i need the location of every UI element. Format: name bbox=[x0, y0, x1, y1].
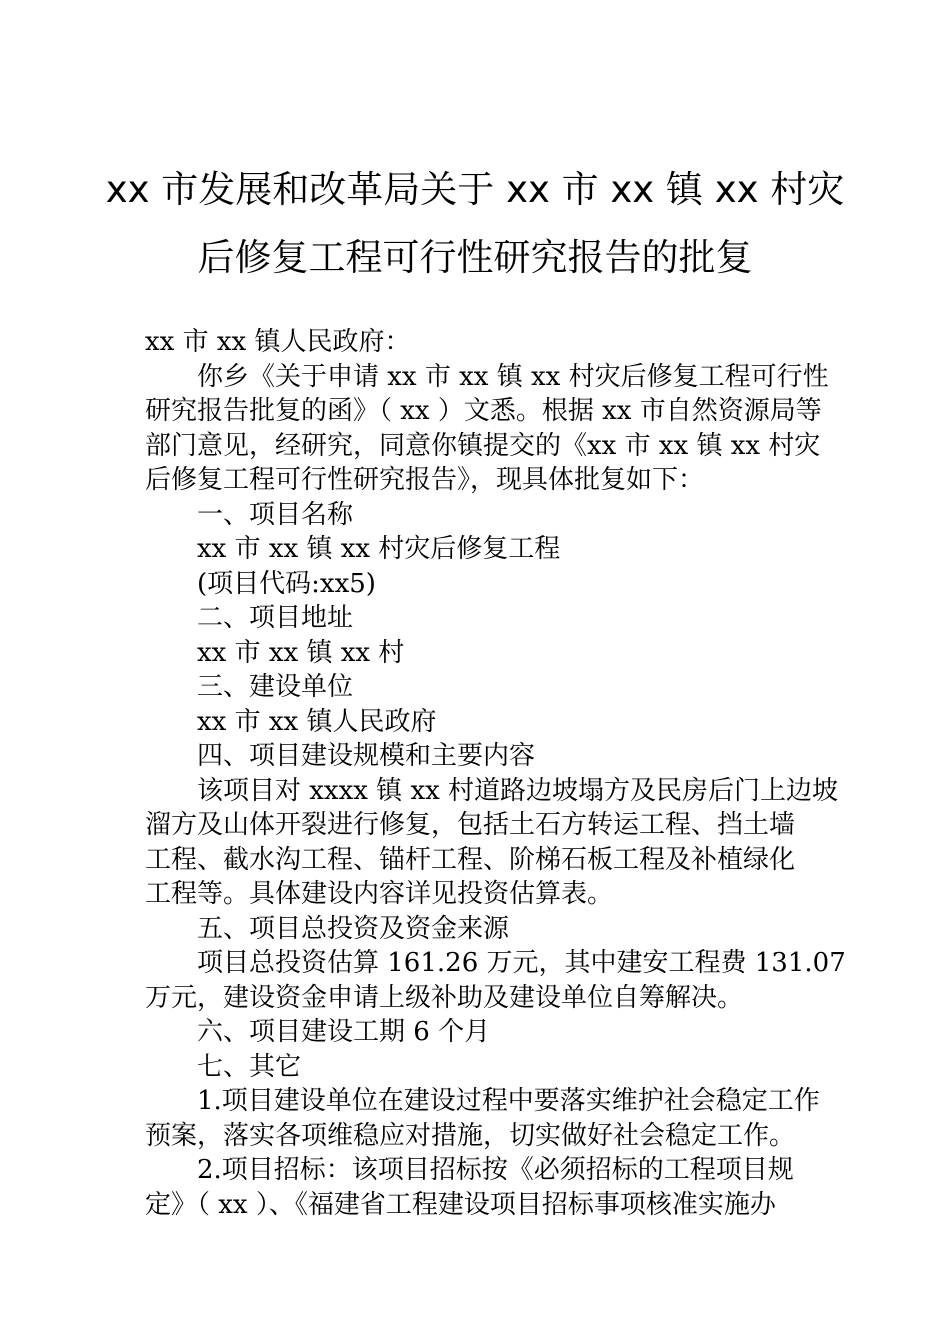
section-1-heading: 一、项目名称 bbox=[197, 499, 354, 530]
section-5-paragraph bbox=[145, 946, 846, 1015]
section-1-value: xx 市 xx 镇 xx 村灾后修复工程 bbox=[197, 534, 561, 564]
section-7-item-1-line: 预案，落实各项维稳应对措施，切实做好社会稳定工作。 bbox=[145, 1120, 796, 1151]
section-2-heading: 二、项目地址 bbox=[197, 603, 354, 633]
intro-line: 后修复工程可行性研究报告》，现具体批复如下： bbox=[145, 465, 705, 495]
section-7-item-1 bbox=[145, 1084, 820, 1153]
document-title-line-1: xx 市发展和改革局关于 xx 市 xx 镇 xx 村灾 bbox=[105, 168, 845, 211]
document-title-line-2: 后修复工程可行性研究报告的批复 bbox=[197, 236, 753, 279]
section-4-heading: 四、项目建设规模和主要内容 bbox=[197, 741, 536, 771]
section-4-line: 溜方及山体开裂进行修复，包括土石方转运工程、挡土墙 bbox=[145, 810, 796, 840]
salutation: xx 市 xx 镇人民政府： bbox=[145, 327, 411, 357]
section-3-value: xx 市 xx 镇人民政府 bbox=[197, 706, 437, 737]
section-7-item-1-line: 1.项目建设单位在建设过程中要落实维护社会稳定工作 bbox=[197, 1086, 820, 1116]
document-body bbox=[145, 325, 846, 1222]
section-5-line: 万元，建设资金申请上级补助及建设单位自筹解决。 bbox=[145, 982, 744, 1013]
section-1-code: (项目代码:xx5) bbox=[197, 568, 376, 599]
intro-line: 你乡《关于申请 xx 市 xx 镇 xx 村灾后修复工程可行性 bbox=[197, 361, 829, 392]
intro-paragraph bbox=[145, 360, 829, 498]
section-4-paragraph bbox=[145, 774, 839, 912]
intro-line: 部门意见，经研究，同意你镇提交的《xx 市 xx 镇 xx 村灾 bbox=[145, 430, 821, 461]
section-4-line: 工程等。具体建设内容详见投资估算表。 bbox=[145, 879, 614, 909]
section-7-item-2-line: 2.项目招标：该项目招标按《必须招标的工程项目规 bbox=[197, 1155, 794, 1185]
section-7-item-2-line: 定》（ xx ）、《福建省工程建设项目招标事项核准实施办 bbox=[145, 1189, 776, 1220]
section-4-line: 该项目对 xxxx 镇 xx 村道路边坡塌方及民房后门上边坡 bbox=[197, 775, 839, 806]
section-6-heading: 六、项目建设工期 6 个月 bbox=[197, 1017, 491, 1047]
section-3-heading: 三、建设单位 bbox=[197, 672, 354, 702]
intro-line: 研究报告批复的函》（ xx ）文悉。根据 xx 市自然资源局等 bbox=[145, 396, 822, 426]
section-7-item-2 bbox=[145, 1153, 807, 1222]
section-4-line: 工程、截水沟工程、锚杆工程、阶梯石板工程及补植绿化 bbox=[145, 844, 796, 875]
section-2-value: xx 市 xx 镇 xx 村 bbox=[197, 637, 405, 668]
section-5-heading: 五、项目总投资及资金来源 bbox=[197, 913, 510, 944]
section-5-line: 项目总投资估算 161.26 万元，其中建安工程费 131.07 bbox=[197, 948, 846, 978]
section-7-heading: 七、其它 bbox=[197, 1051, 302, 1082]
